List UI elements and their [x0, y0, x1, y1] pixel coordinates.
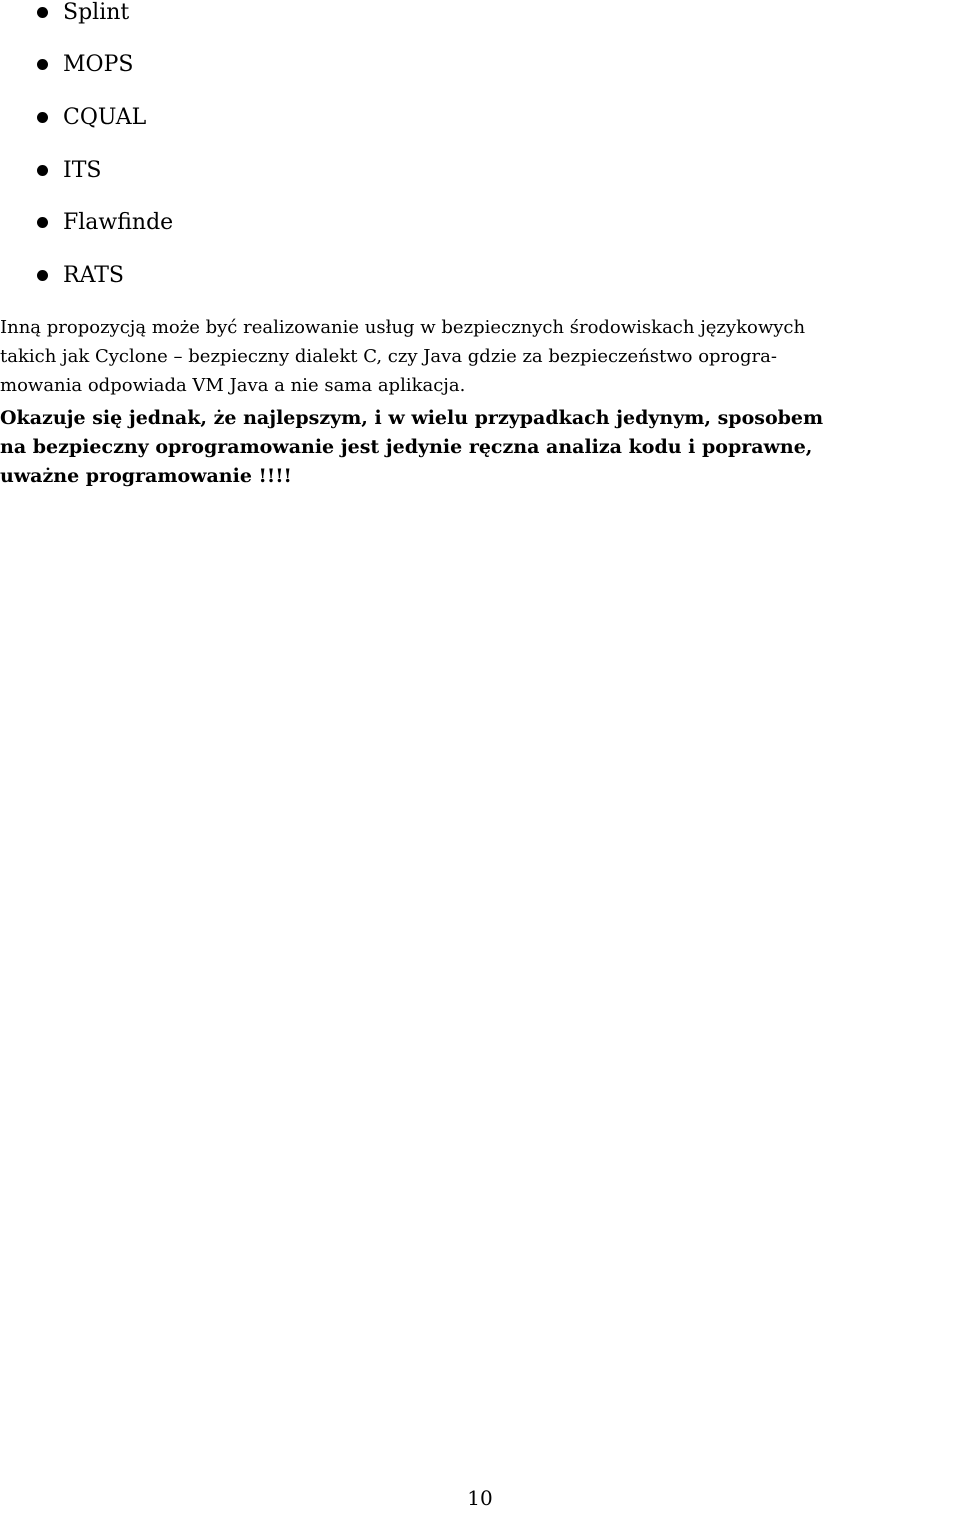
paragraph-line: takich jak Cyclone – bezpieczny dialekt C, czy Java gdzie za bezpieczeństwo oprogra- — [0, 346, 777, 367]
bullet-icon — [37, 7, 48, 18]
page-number: 10 — [467, 1486, 493, 1510]
list-item — [0, 155, 101, 185]
tool-label: Flawfinde — [63, 209, 174, 235]
bullet-icon — [37, 217, 48, 228]
paragraph-line: Okazuje się jednak, że najlepszym, i w wielu przypadkach jedynym, sposobem — [0, 407, 824, 429]
paragraph-line: mowania odpowiada VM Java a nie sama aplikacja. — [0, 375, 466, 396]
bullet-icon — [37, 112, 48, 123]
paragraph-line: Inną propozycją może być realizowanie usług w bezpiecznych środowiskach językowych — [0, 317, 806, 338]
paragraph-line: uważne programowanie !!!! — [0, 465, 292, 487]
list-item — [0, 0, 129, 27]
paragraph-conclusion — [0, 404, 960, 491]
list-item — [0, 49, 133, 79]
tool-label: CQUAL — [63, 104, 147, 130]
tool-label: ITS — [63, 157, 102, 183]
bullet-icon — [37, 270, 48, 281]
list-item — [0, 102, 146, 132]
paragraph-alternatives — [0, 313, 960, 400]
tool-label: MOPS — [63, 51, 134, 77]
tool-label: Splint — [63, 0, 130, 25]
list-item — [0, 207, 173, 237]
bullet-icon — [37, 59, 48, 70]
list-item — [0, 260, 124, 290]
bullet-icon — [37, 165, 48, 176]
paragraph-line: na bezpieczny oprogramowanie jest jedynie ręczna analiza kodu i poprawne, — [0, 436, 813, 458]
tool-label: RATS — [63, 262, 124, 288]
